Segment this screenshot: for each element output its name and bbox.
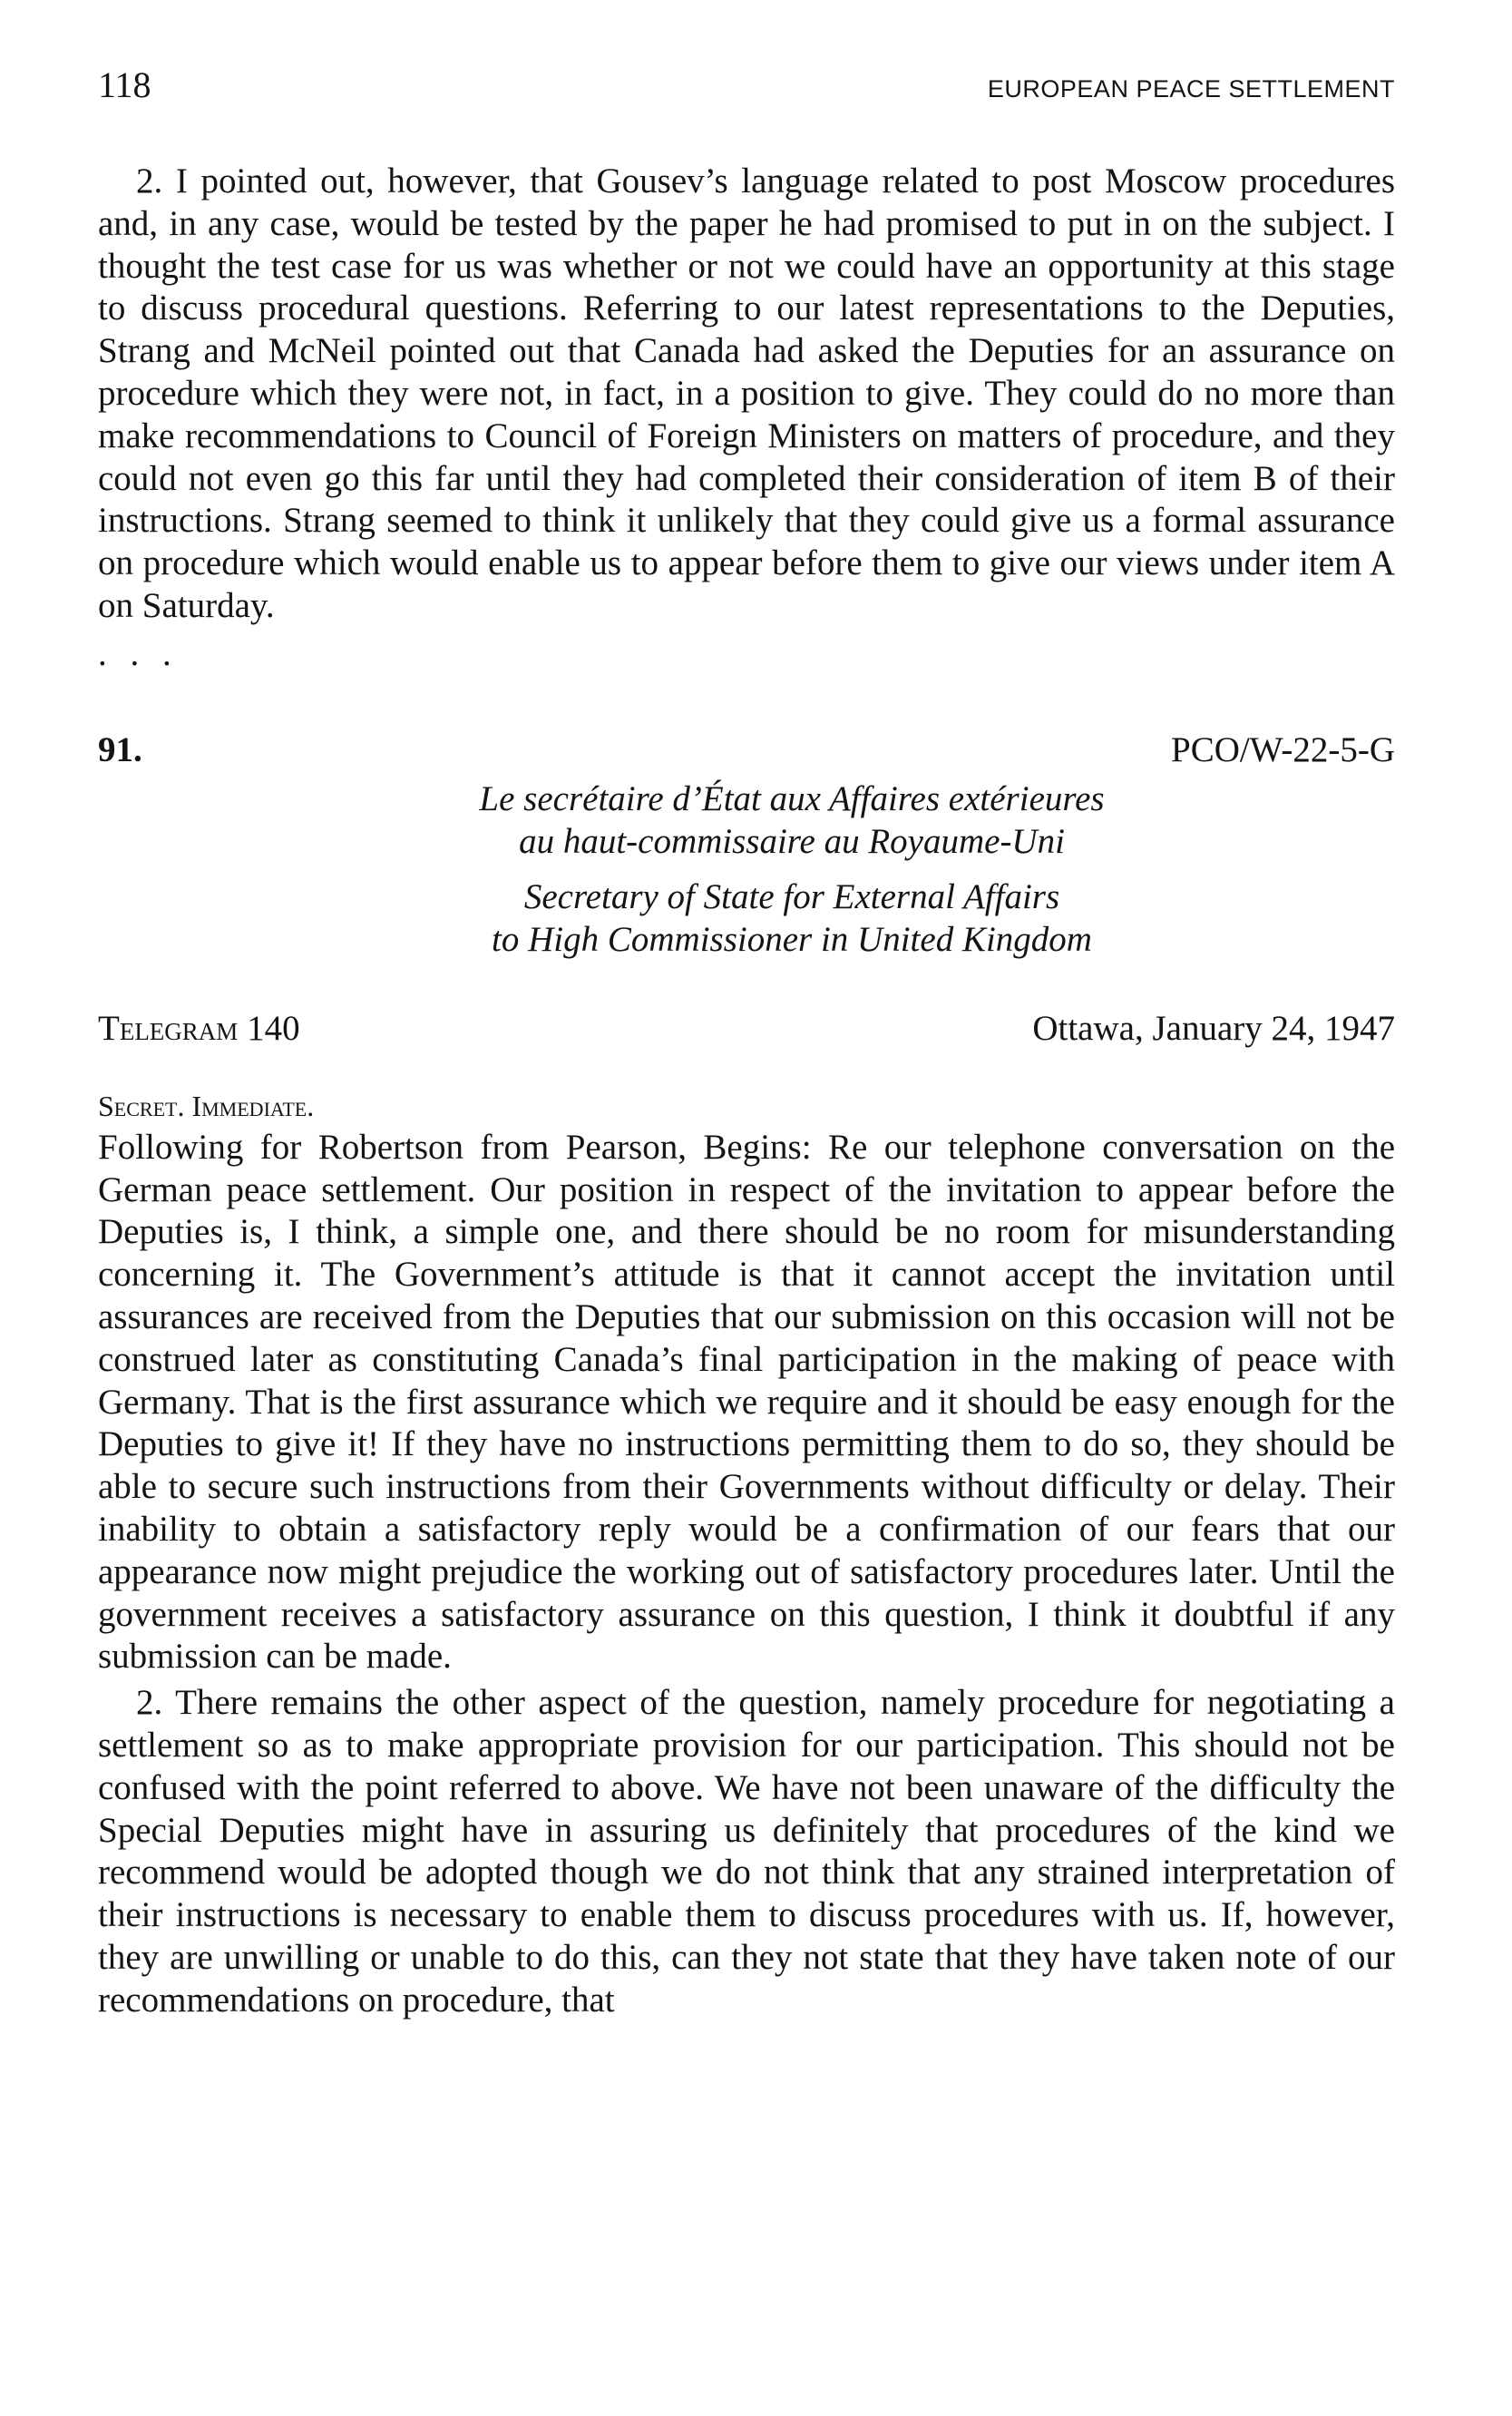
heading-french-line: au haut-commissaire au Royaume-Uni: [519, 821, 1065, 861]
heading-english-line: Secretary of State for External Affairs: [523, 876, 1060, 916]
heading-french-line: Le secrétaire d’État aux Affaires extérieures: [479, 778, 1105, 818]
heading-english: [189, 875, 1395, 961]
security-classification: Secret. Immediate.: [98, 1089, 315, 1122]
telegram-paragraph-1: Following for Robertson from Pearson, Begins: Re our telephone conversation on the German peace settlement. Our position in respect of the invitation to appear before the Deputies is, I think, a simple one, and there should be no room for misunderstanding concerning it. The Government’s attitude is that it cannot accept the invitation until assurances are received from the Deputies that our submission on this occasion will not be construed later as constituting Canada’s final participation in the making of peace with Germany. That is the first assurance which we require and it should be easy enough for the Deputies to give it! If they have no instructions permitting them to do so, they should be able to secure such instructions from their Governments without difficulty or delay. Their inability to obtain a satisfactory reply would be a confirmation of our fears that our appearance now might prejudice the working out of satisfactory procedures later. Until the government receives a satisfactory assurance on this question, I think it doubtful if any submission can be made.: [98, 1127, 1395, 1677]
telegram-row: [98, 1008, 1395, 1049]
file-reference: PCO/W-22-5-G: [1171, 729, 1395, 769]
document-number: 91.: [98, 729, 142, 769]
running-title: EUROPEAN PEACE SETTLEMENT: [987, 75, 1395, 103]
document-page: [98, 64, 1395, 2022]
heading-english-line: to High Commissioner in United Kingdom: [492, 919, 1092, 959]
previous-document-paragraph: 2. I pointed out, however, that Gousev’s language related to post Moscow procedures and, in any case, would be tested by the paper he had promised to put in on the subject. I thought the test case for us was whether or not we could have an opportunity at this stage to discuss procedural questions. Referring to our latest representations to the Deputies, Strang and McNeil pointed out that Canada had asked the Deputies for an assurance on procedure which they were not, in fact, in a position to give. They could do no more than make recommendations to Council of Foreign Ministers on matters of procedure, and they could not even go this far until they had completed their consideration of item B of their instructions. Strang seemed to think it unlikely that they could give us a formal assurance on procedure which would enable us to appear before them to give our views under item A on Saturday.: [98, 161, 1395, 625]
omission-ellipsis: . . .: [98, 633, 179, 673]
telegram-paragraph-2: 2. There remains the other aspect of the question, namely procedure for negotiating a settlement so as to make appropriate provision for our participation. This should not be confused with the point referred to above. We have not been unaware of the difficulty the Special Deputies might have in assuring us definitely that procedures of the kind we recommend would be adopted though we do not think that any strained interpretation of their instructions is necessary to enable them to discuss procedures with us. If, however, they are unwilling or unable to do this, can they not state that they have taken note of our recommendations on procedure, that: [98, 1683, 1395, 2020]
running-head: [98, 64, 1395, 118]
page-number: 118: [98, 64, 151, 105]
heading-french: [189, 778, 1395, 863]
place-date: Ottawa, January 24, 1947: [1032, 1008, 1395, 1048]
document-header: [98, 729, 1395, 770]
telegram-number: Telegram 140: [98, 1008, 300, 1048]
